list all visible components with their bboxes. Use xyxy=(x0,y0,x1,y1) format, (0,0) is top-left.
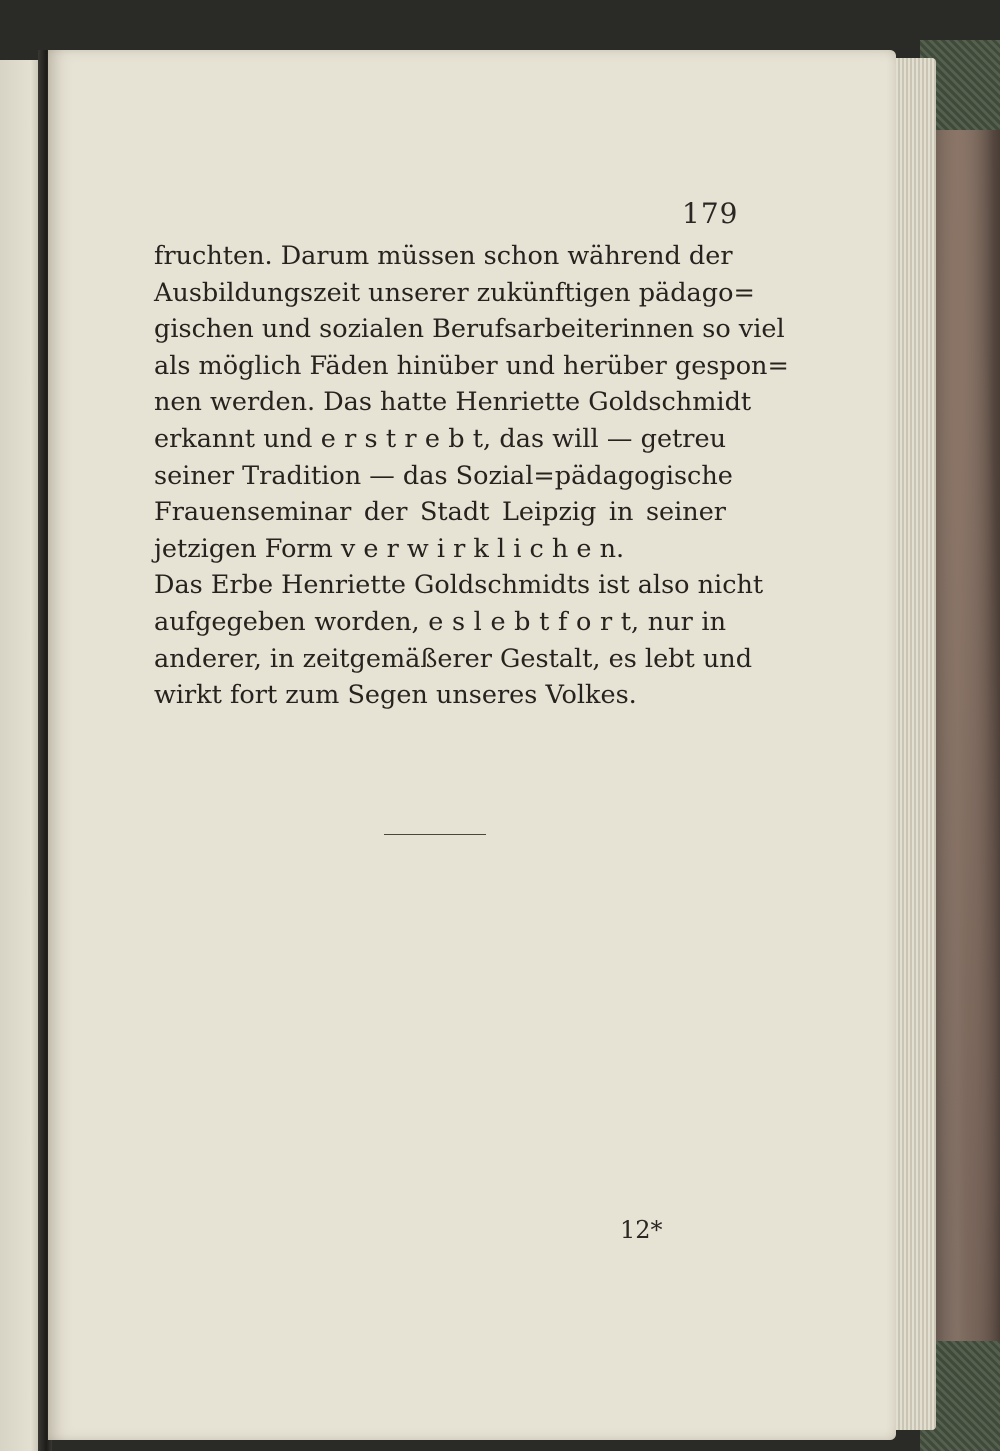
text-line: jetzigen Form v e r w i r k l i c h e n. xyxy=(154,533,625,564)
text-line: als möglich Fäden hinüber und herüber gespon= xyxy=(154,350,789,381)
signature-mark: 12* xyxy=(620,1216,663,1244)
page-number: 179 xyxy=(682,197,739,230)
text-line: gischen und sozialen Berufsarbeiterinnen so viel xyxy=(154,314,785,345)
text-line: erkannt und e r s t r e b t, das will — getreu xyxy=(154,423,726,454)
text-line: seiner Tradition — das Sozial=pädagogische xyxy=(154,460,733,491)
book-cover xyxy=(930,40,1000,1451)
text-line: aufgegeben worden, e s l e b t f o r t, nur in xyxy=(154,606,726,637)
text-line: wirkt fort zum Segen unseres Volkes. xyxy=(154,680,637,711)
section-end-rule xyxy=(384,834,486,835)
text-line: nen werden. Das hatte Henriette Goldschmidt xyxy=(154,387,752,418)
text-line: Ausbildungszeit unserer zukünftigen pädago= xyxy=(154,277,755,308)
text-line: anderer, in zeitgemäßerer Gestalt, es lebt und xyxy=(154,643,753,674)
text-line: Das Erbe Henriette Goldschmidts ist also nicht xyxy=(154,570,764,601)
text-line: fruchten. Darum müssen schon während der xyxy=(154,241,733,271)
text-line: Frauenseminar der Stadt Leipzig in seiner xyxy=(154,497,726,528)
body-text xyxy=(154,238,789,714)
